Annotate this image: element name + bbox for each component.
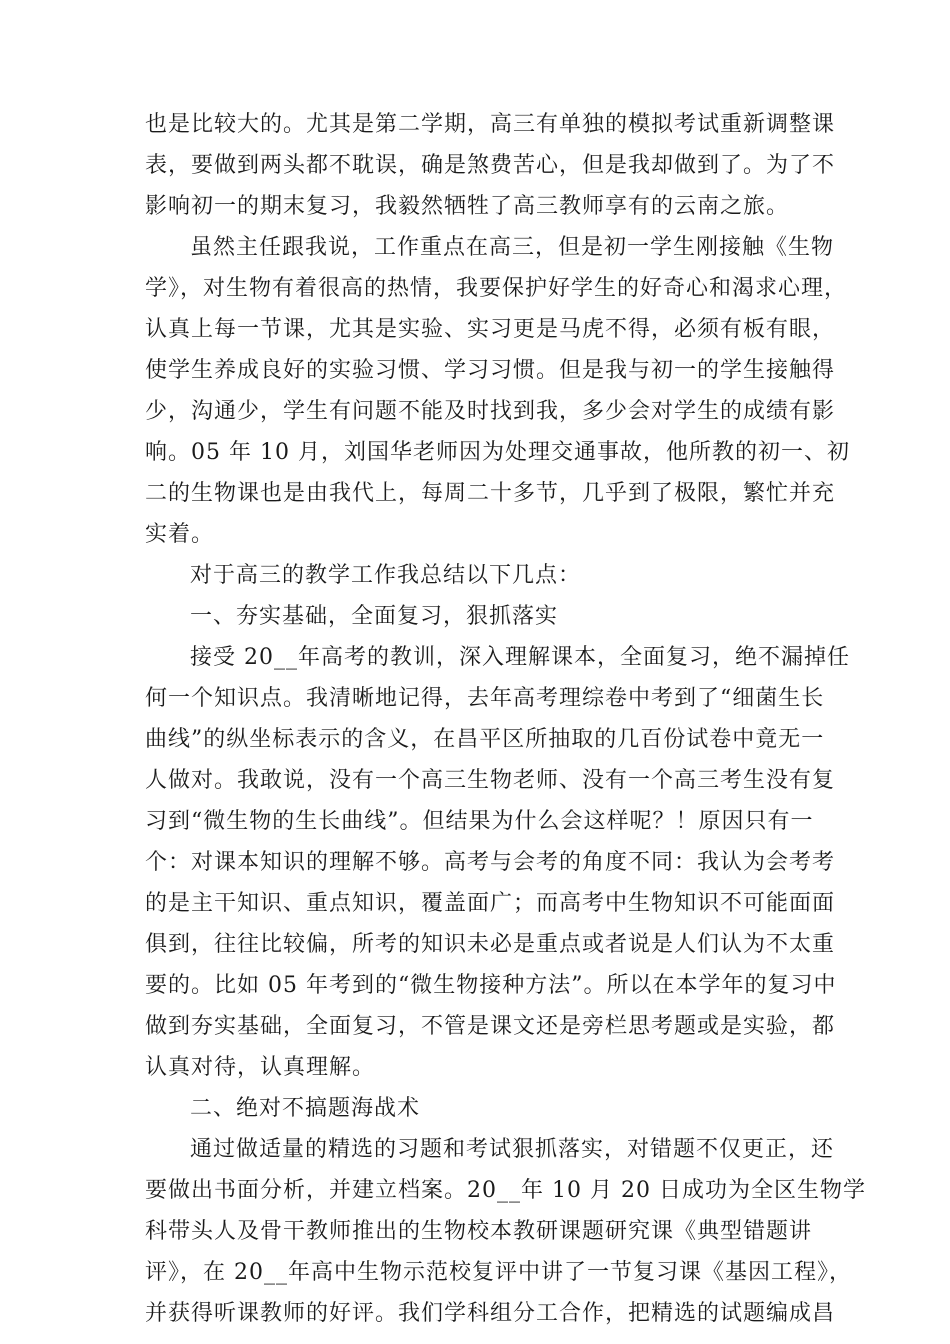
paragraph-start-line: 对于高三的教学工作我总结以下几点： (190, 563, 582, 588)
paragraph-start-line: 接受 20__年高考的教训，深入理解课本，全面复习，绝不漏掉任 (190, 645, 850, 670)
text-line: 科带头人及骨干教师推出的生物校本教研课题研究课《典型错题讲 (145, 1219, 813, 1244)
text-line: 认真上每一节课，尤其是实验、实习更是马虎不得，必须有板有眼， (145, 317, 836, 342)
text-line: 响。05 年 10 月，刘国华老师因为处理交通事故，他所教的初一、初 (145, 440, 850, 465)
paragraph-start-line: 虽然主任跟我说，工作重点在高三，但是初一学生刚接触《生物 (190, 235, 835, 260)
section-heading-2: 二、绝对不搞题海战术 (190, 1096, 421, 1121)
text-line: 曲线”的纵坐标表示的含义，在昌平区所抽取的几百份试卷中竟无一 (145, 727, 825, 752)
text-line: 影响初一的期末复习，我毅然牺牲了高三教师享有的云南之旅。 (145, 194, 790, 219)
text-line: 二的生物课也是由我代上，每周二十多节，几乎到了极限，繁忙并充 (145, 481, 836, 506)
text-line: 俱到，往往比较偏，所考的知识未必是重点或者说是人们认为不太重 (145, 932, 836, 957)
text-line: 评》，在 20__年高中生物示范校复评中讲了一节复习课《基因工程》， (145, 1260, 852, 1285)
text-line: 的是主干知识、重点知识，覆盖面广；而高考中生物知识不可能面面 (145, 891, 836, 916)
text-line: 个：对课本知识的理解不够。高考与会考的角度不同：我认为会考考 (145, 850, 836, 875)
text-line: 实着。 (145, 522, 215, 547)
text-line: 人做对。我敢说，没有一个高三生物老师、没有一个高三考生没有复 (145, 768, 836, 793)
text-line: 做到夯实基础，全面复习，不管是课文还是旁栏思考题或是实验，都 (145, 1014, 836, 1039)
text-line: 习到“微生物的生长曲线”。但结果为什么会这样呢？！原因只有一 (145, 809, 814, 834)
text-line: 表，要做到两头都不耽误，确是煞费苦心，但是我却做到了。为了不 (145, 153, 836, 178)
text-line: 使学生养成良好的实验习惯、学习习惯。但是我与初一的学生接触得 (145, 358, 836, 383)
text-line: 何一个知识点。我清晰地记得，去年高考理综卷中考到了“细菌生长 (145, 686, 825, 711)
text-line: 要做出书面分析，并建立档案。20__年 10 月 20 日成功为全区生物学 (145, 1178, 866, 1203)
text-line: 学》，对生物有着很高的热情，我要保护好学生的好奇心和渴求心理， (145, 276, 848, 301)
text-line: 少，沟通少，学生有问题不能及时找到我，多少会对学生的成绩有影 (145, 399, 836, 424)
text-line: 要的。比如 05 年考到的“微生物接种方法”。所以在本学年的复习中 (145, 973, 837, 998)
text-line: 也是比较大的。尤其是第二学期，高三有单独的模拟考试重新调整课 (145, 112, 836, 137)
section-heading-1: 一、夯实基础，全面复习，狠抓落实 (190, 604, 559, 629)
paragraph-start-line: 通过做适量的精选的习题和考试狠抓落实，对错题不仅更正，还 (190, 1137, 835, 1162)
text-line: 认真对待，认真理解。 (145, 1055, 376, 1080)
text-line: 并获得听课教师的好评。我们学科组分工合作，把精选的试题编成昌 (145, 1301, 836, 1326)
